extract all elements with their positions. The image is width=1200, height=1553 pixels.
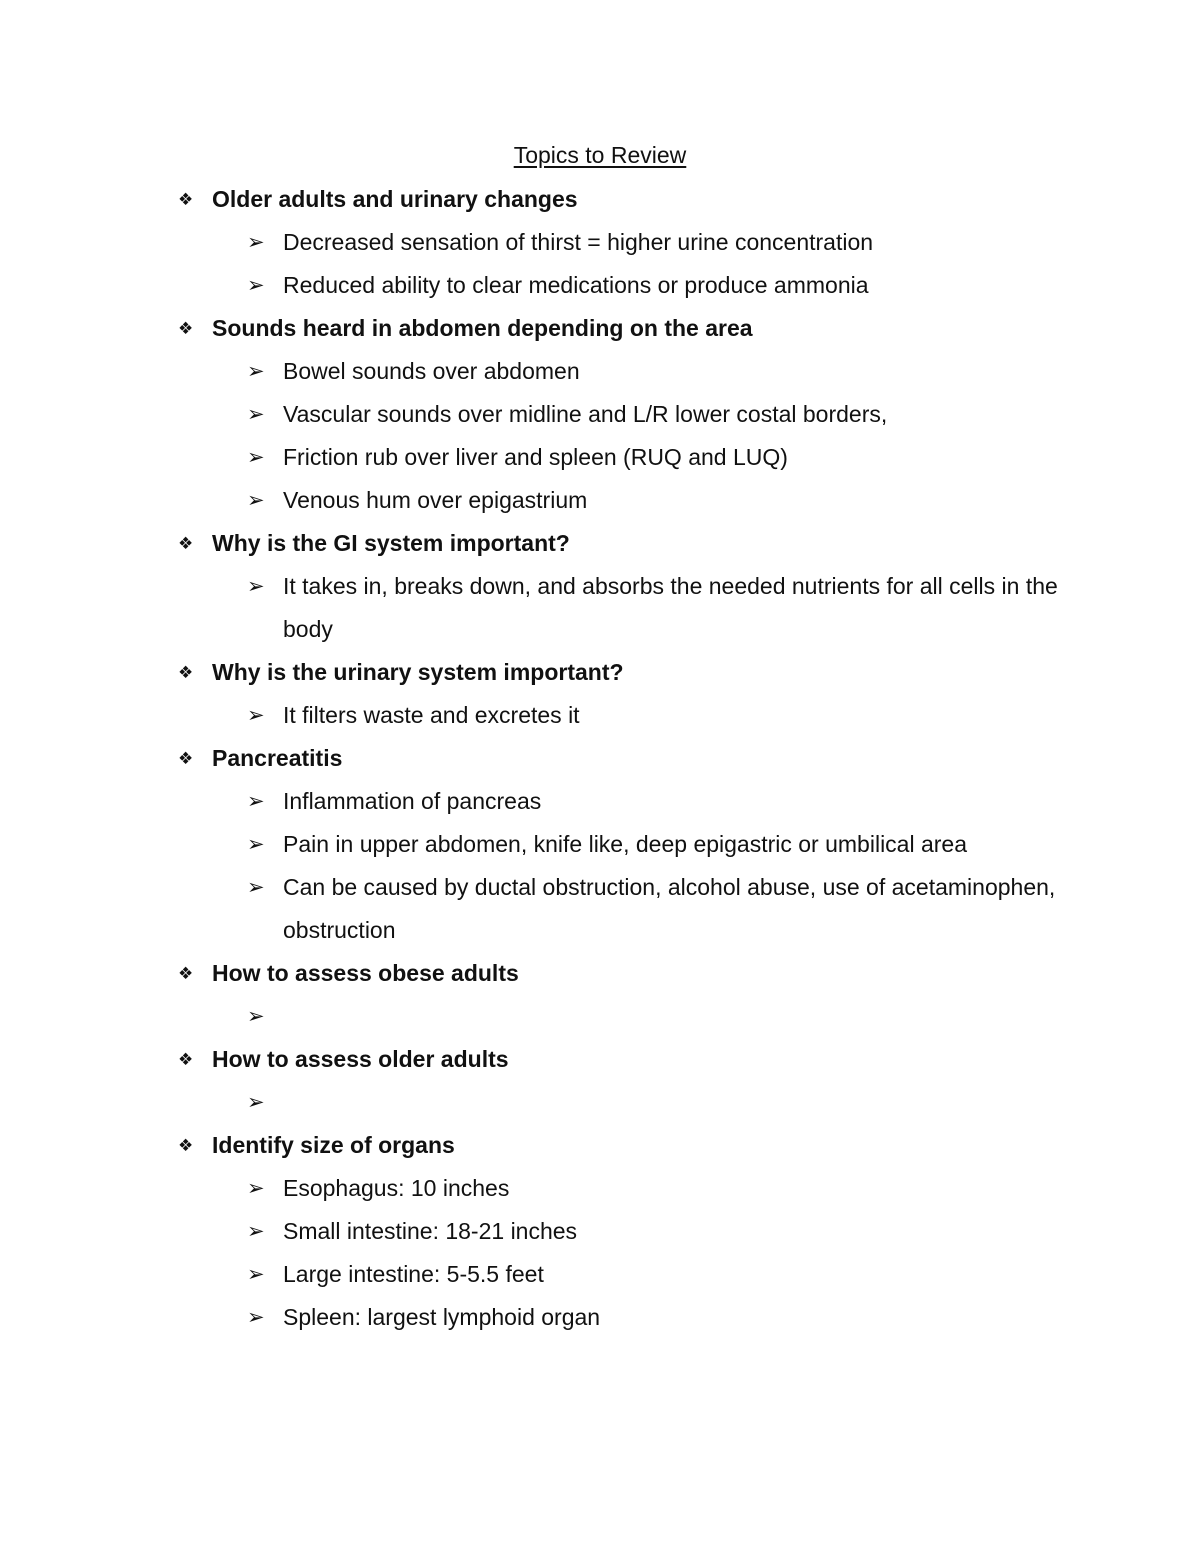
- diamond-bullet-icon: ❖: [178, 964, 194, 983]
- topic-heading: [178, 1124, 1058, 1167]
- diamond-bullet-icon: ❖: [178, 1050, 194, 1069]
- topic-section: [178, 737, 1058, 952]
- topic-heading-text: Identify size of organs: [212, 1132, 455, 1158]
- diamond-bullet-icon: ❖: [178, 319, 194, 338]
- topic-heading: [178, 737, 1058, 780]
- arrow-bullet-icon: ➢: [247, 446, 265, 469]
- list-item-text: It filters waste and excretes it: [283, 702, 580, 728]
- list-item: [178, 221, 1058, 264]
- list-item-text: Large intestine: 5-5.5 feet: [283, 1261, 544, 1287]
- arrow-bullet-icon: ➢: [247, 1263, 265, 1286]
- topic-heading-text: Pancreatitis: [212, 745, 343, 771]
- list-item: [178, 479, 1058, 522]
- arrow-bullet-icon: ➢: [247, 1091, 265, 1114]
- arrow-bullet-icon: ➢: [247, 1306, 265, 1329]
- diamond-bullet-icon: ❖: [178, 190, 194, 209]
- topic-heading: [178, 307, 1058, 350]
- list-item-text: Small intestine: 18-21 inches: [283, 1218, 578, 1244]
- list-item-text: Reduced ability to clear medications or produce ammonia: [283, 272, 869, 298]
- list-item: [178, 350, 1058, 393]
- list-item-text: It takes in, breaks down, and absorbs the needed nutrients for all cells in the body: [283, 573, 1058, 642]
- arrow-bullet-icon: ➢: [247, 274, 265, 297]
- list-item-text: Can be caused by ductal obstruction, alcohol abuse, use of acetaminophen, obstruction: [283, 874, 1056, 943]
- topic-list: [178, 178, 1058, 1339]
- topic-heading-text: Why is the GI system important?: [212, 530, 570, 556]
- list-item: [178, 565, 1058, 651]
- arrow-bullet-icon: ➢: [247, 876, 265, 899]
- diamond-bullet-icon: ❖: [178, 663, 194, 682]
- list-item: [178, 1081, 1058, 1124]
- topic-heading-text: How to assess older adults: [212, 1046, 509, 1072]
- list-item: [178, 1296, 1058, 1339]
- list-item-text: Esophagus: 10 inches: [283, 1175, 510, 1201]
- topic-section: [178, 307, 1058, 522]
- topic-heading: [178, 1038, 1058, 1081]
- list-item: [178, 264, 1058, 307]
- topic-heading: [178, 651, 1058, 694]
- topic-heading: [178, 178, 1058, 221]
- diamond-bullet-icon: ❖: [178, 1136, 194, 1155]
- list-item-text: Bowel sounds over abdomen: [283, 358, 580, 384]
- arrow-bullet-icon: ➢: [247, 403, 265, 426]
- list-item-text: Inflammation of pancreas: [283, 788, 542, 814]
- page-title: Topics to Review: [513, 142, 687, 168]
- topic-section: [178, 178, 1058, 307]
- list-item: [178, 1167, 1058, 1210]
- list-item-text: Friction rub over liver and spleen (RUQ and LUQ): [283, 444, 788, 470]
- list-item: [178, 436, 1058, 479]
- topic-heading-text: Older adults and urinary changes: [212, 186, 578, 212]
- arrow-bullet-icon: ➢: [247, 833, 265, 856]
- list-item: [178, 393, 1058, 436]
- diamond-bullet-icon: ❖: [178, 749, 194, 768]
- arrow-bullet-icon: ➢: [247, 704, 265, 727]
- arrow-bullet-icon: ➢: [247, 575, 265, 598]
- list-item: [178, 694, 1058, 737]
- arrow-bullet-icon: ➢: [247, 360, 265, 383]
- list-item: [178, 823, 1058, 866]
- arrow-bullet-icon: ➢: [247, 1177, 265, 1200]
- list-item: [178, 866, 1058, 952]
- topic-heading-text: Why is the urinary system important?: [212, 659, 624, 685]
- list-item: [178, 1253, 1058, 1296]
- list-item-text: Spleen: largest lymphoid organ: [283, 1304, 601, 1330]
- arrow-bullet-icon: ➢: [247, 231, 265, 254]
- arrow-bullet-icon: ➢: [247, 790, 265, 813]
- list-item-text: Decreased sensation of thirst = higher urine concentration: [283, 229, 874, 255]
- topic-section: [178, 651, 1058, 737]
- topic-heading: [178, 952, 1058, 995]
- topic-section: [178, 1038, 1058, 1124]
- list-item-text: Venous hum over epigastrium: [283, 487, 588, 513]
- topic-section: [178, 952, 1058, 1038]
- list-item: [178, 995, 1058, 1038]
- topic-section: [178, 522, 1058, 651]
- list-item-text: Pain in upper abdomen, knife like, deep epigastric or umbilical area: [283, 831, 968, 857]
- list-item-text: Vascular sounds over midline and L/R lower costal borders,: [283, 401, 888, 427]
- topic-heading-text: Sounds heard in abdomen depending on the area: [212, 315, 753, 341]
- arrow-bullet-icon: ➢: [247, 1220, 265, 1243]
- arrow-bullet-icon: ➢: [247, 1005, 265, 1028]
- diamond-bullet-icon: ❖: [178, 534, 194, 553]
- list-item: [178, 780, 1058, 823]
- topic-heading: [178, 522, 1058, 565]
- arrow-bullet-icon: ➢: [247, 489, 265, 512]
- topic-section: [178, 1124, 1058, 1339]
- topic-heading-text: How to assess obese adults: [212, 960, 519, 986]
- list-item: [178, 1210, 1058, 1253]
